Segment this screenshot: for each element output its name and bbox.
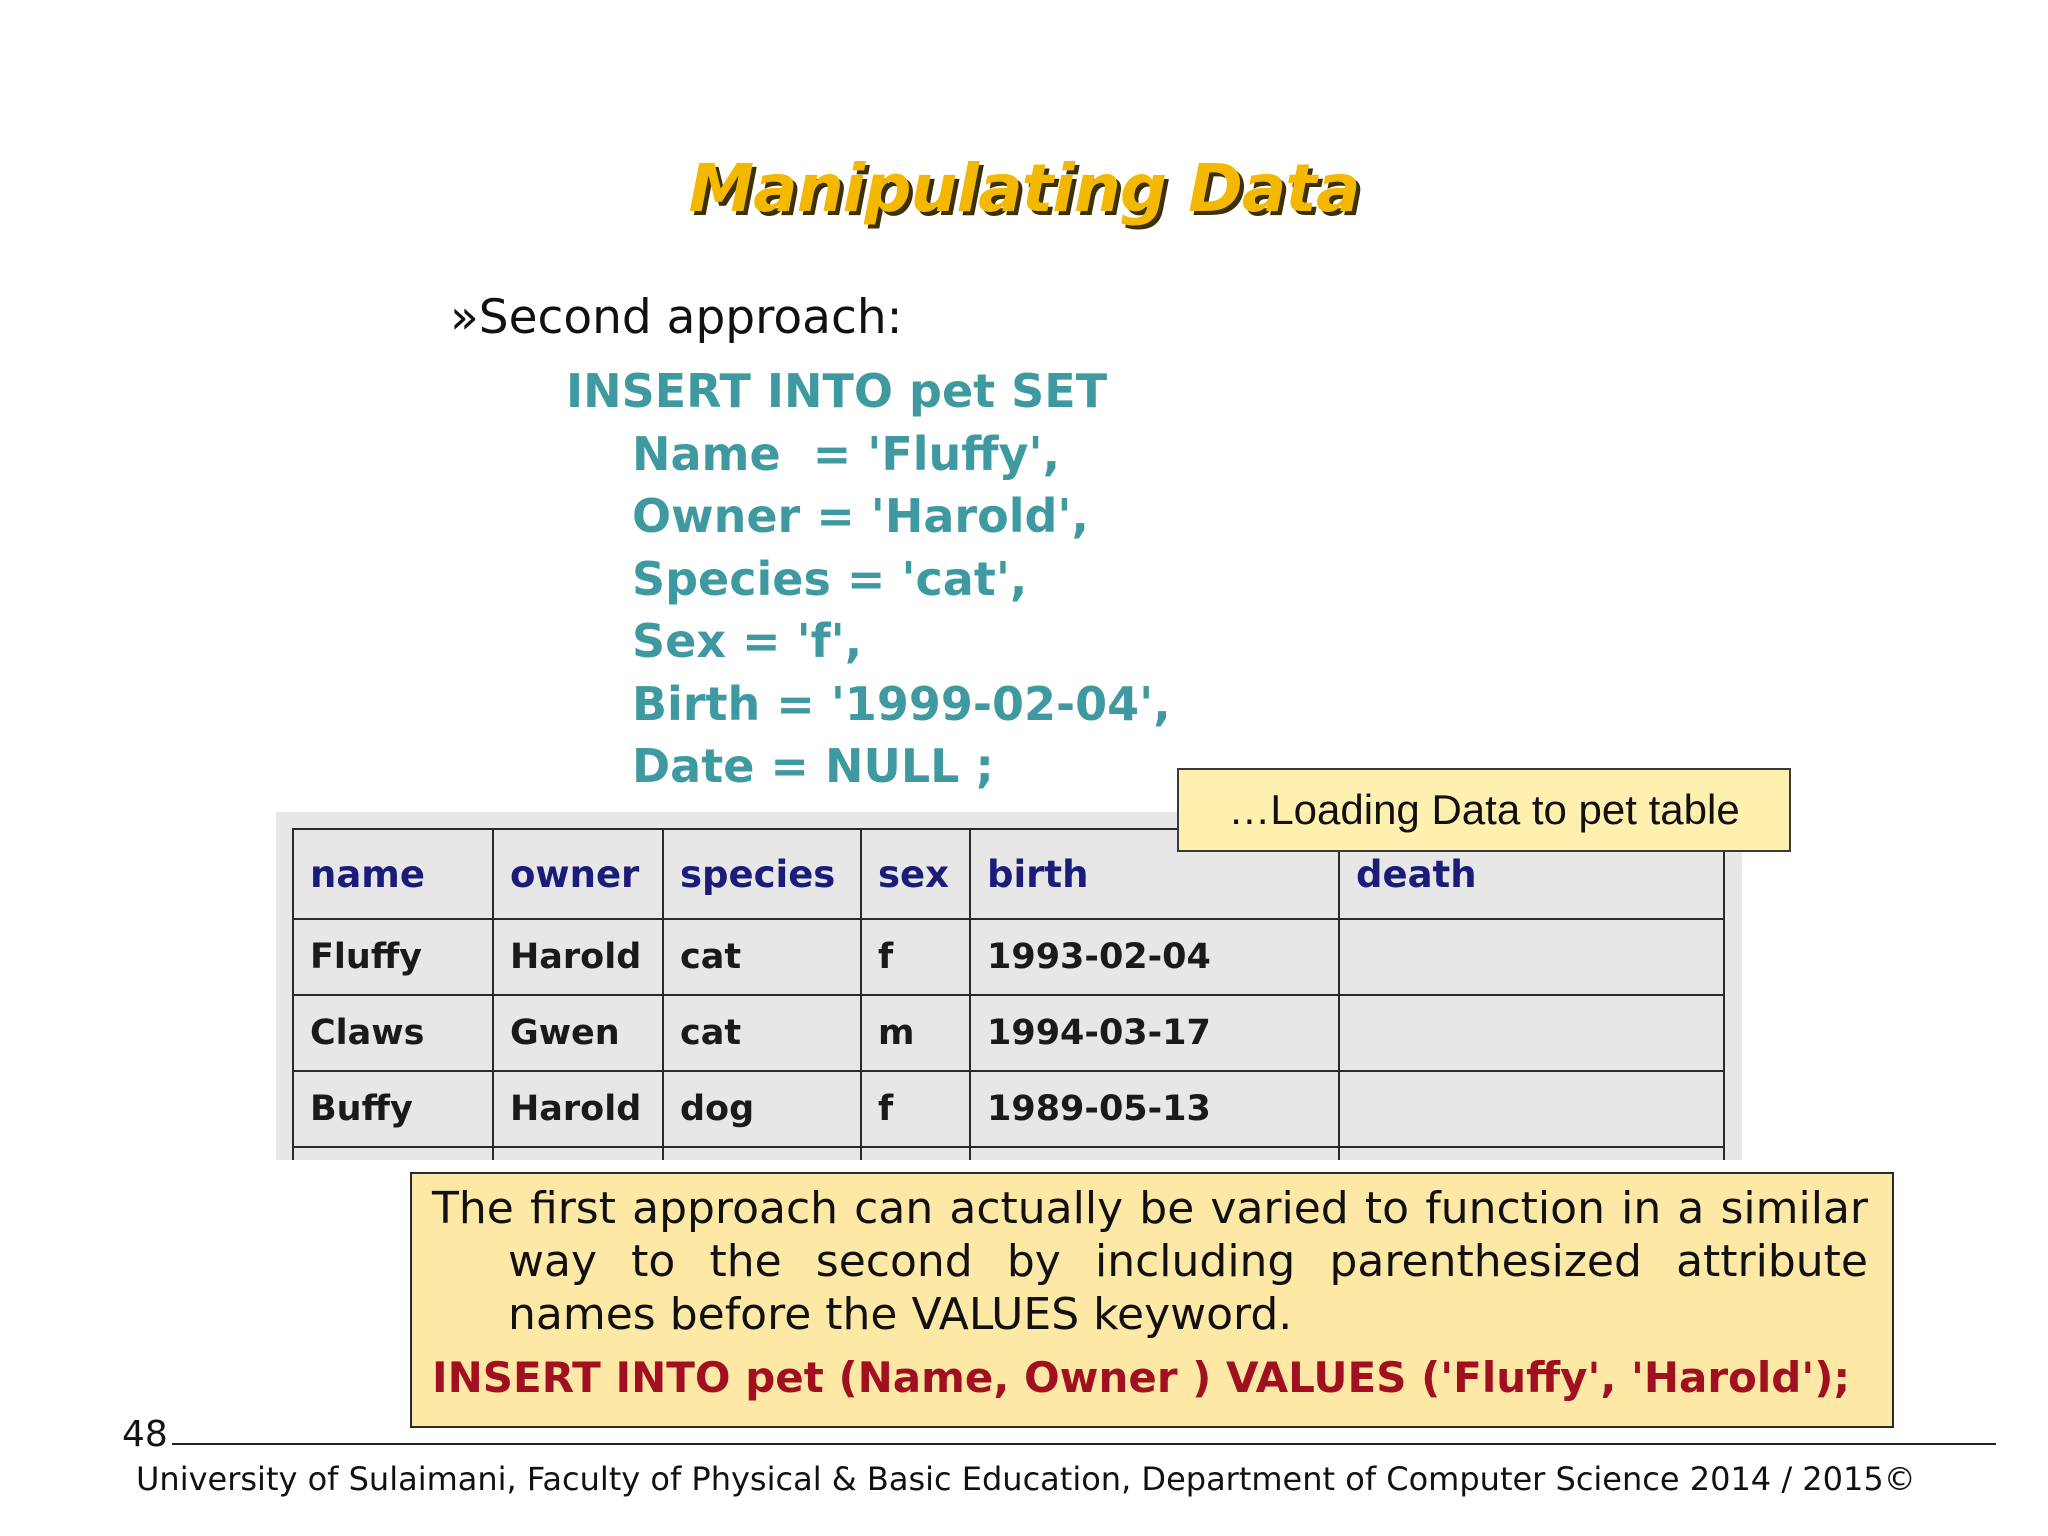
table-cell — [1339, 1147, 1724, 1160]
table-cell: dog — [663, 1071, 861, 1147]
code-line: Name = 'Fluffy', — [632, 426, 1061, 481]
column-header-death: death — [1339, 829, 1724, 919]
table-row — [293, 919, 1724, 995]
footer-text: University of Sulaimani, Faculty of Physical & Basic Education, Department of Computer Science 2014 / 2015© — [136, 1460, 1916, 1498]
table-cell: cat — [663, 995, 861, 1071]
code-line: Date = NULL ; — [632, 739, 994, 793]
table-cell — [1339, 995, 1724, 1071]
column-header-sex: sex — [861, 829, 970, 919]
table-cell — [1339, 1071, 1724, 1147]
table-cell — [493, 1147, 663, 1160]
table-cell — [293, 1147, 493, 1160]
table-cell: Harold — [493, 919, 663, 995]
sql-code-block — [566, 360, 1171, 798]
pet-table-screenshot — [276, 812, 1742, 1160]
table-row — [293, 995, 1724, 1071]
table-cell — [1339, 919, 1724, 995]
code-line: Species = 'cat', — [632, 551, 1028, 606]
page-number: 48 — [122, 1414, 168, 1455]
table-cell: Claws — [293, 995, 493, 1071]
footer-divider — [172, 1443, 1996, 1445]
table-cell: f — [861, 919, 970, 995]
loading-data-callout: …Loading Data to pet table — [1177, 768, 1791, 852]
note-code: INSERT INTO pet (Name, Owner ) VALUES ('Fluffy', 'Harold'); — [432, 1353, 1851, 1402]
column-header-species: species — [663, 829, 861, 919]
table-cell: Gwen — [493, 995, 663, 1071]
bullet-second-approach: »Second approach: — [450, 290, 903, 345]
table-cell: Fluffy — [293, 919, 493, 995]
table-row-partial — [293, 1147, 1724, 1160]
column-header-owner: owner — [493, 829, 663, 919]
table-cell: cat — [663, 919, 861, 995]
table-cell: m — [861, 995, 970, 1071]
table-cell: 1989-05-13 — [970, 1071, 1339, 1147]
column-header-birth: birth — [970, 829, 1339, 919]
table-cell: 1993-02-04 — [970, 919, 1339, 995]
table-cell: 1994-03-17 — [970, 995, 1339, 1071]
code-line: INSERT INTO pet SET — [566, 364, 1108, 418]
slide-title: Manipulating Data — [688, 150, 1360, 227]
table-cell: Harold — [493, 1071, 663, 1147]
table-cell — [663, 1147, 861, 1160]
table-row — [293, 1071, 1724, 1147]
column-header-name: name — [293, 829, 493, 919]
table-cell: f — [861, 1071, 970, 1147]
code-line: Sex = 'f', — [632, 614, 863, 668]
table-cell: Buffy — [293, 1071, 493, 1147]
pet-table — [292, 828, 1725, 1160]
code-line: Birth = '1999-02-04', — [632, 676, 1171, 731]
code-line: Owner = 'Harold', — [632, 489, 1089, 543]
table-cell — [970, 1147, 1339, 1160]
table-cell — [861, 1147, 970, 1160]
note-text: The first approach can actually be varied to function in a similar way to the second by including parenthesized attribute names before the VALUES keyword. — [432, 1183, 1868, 1340]
note-box — [410, 1172, 1894, 1428]
